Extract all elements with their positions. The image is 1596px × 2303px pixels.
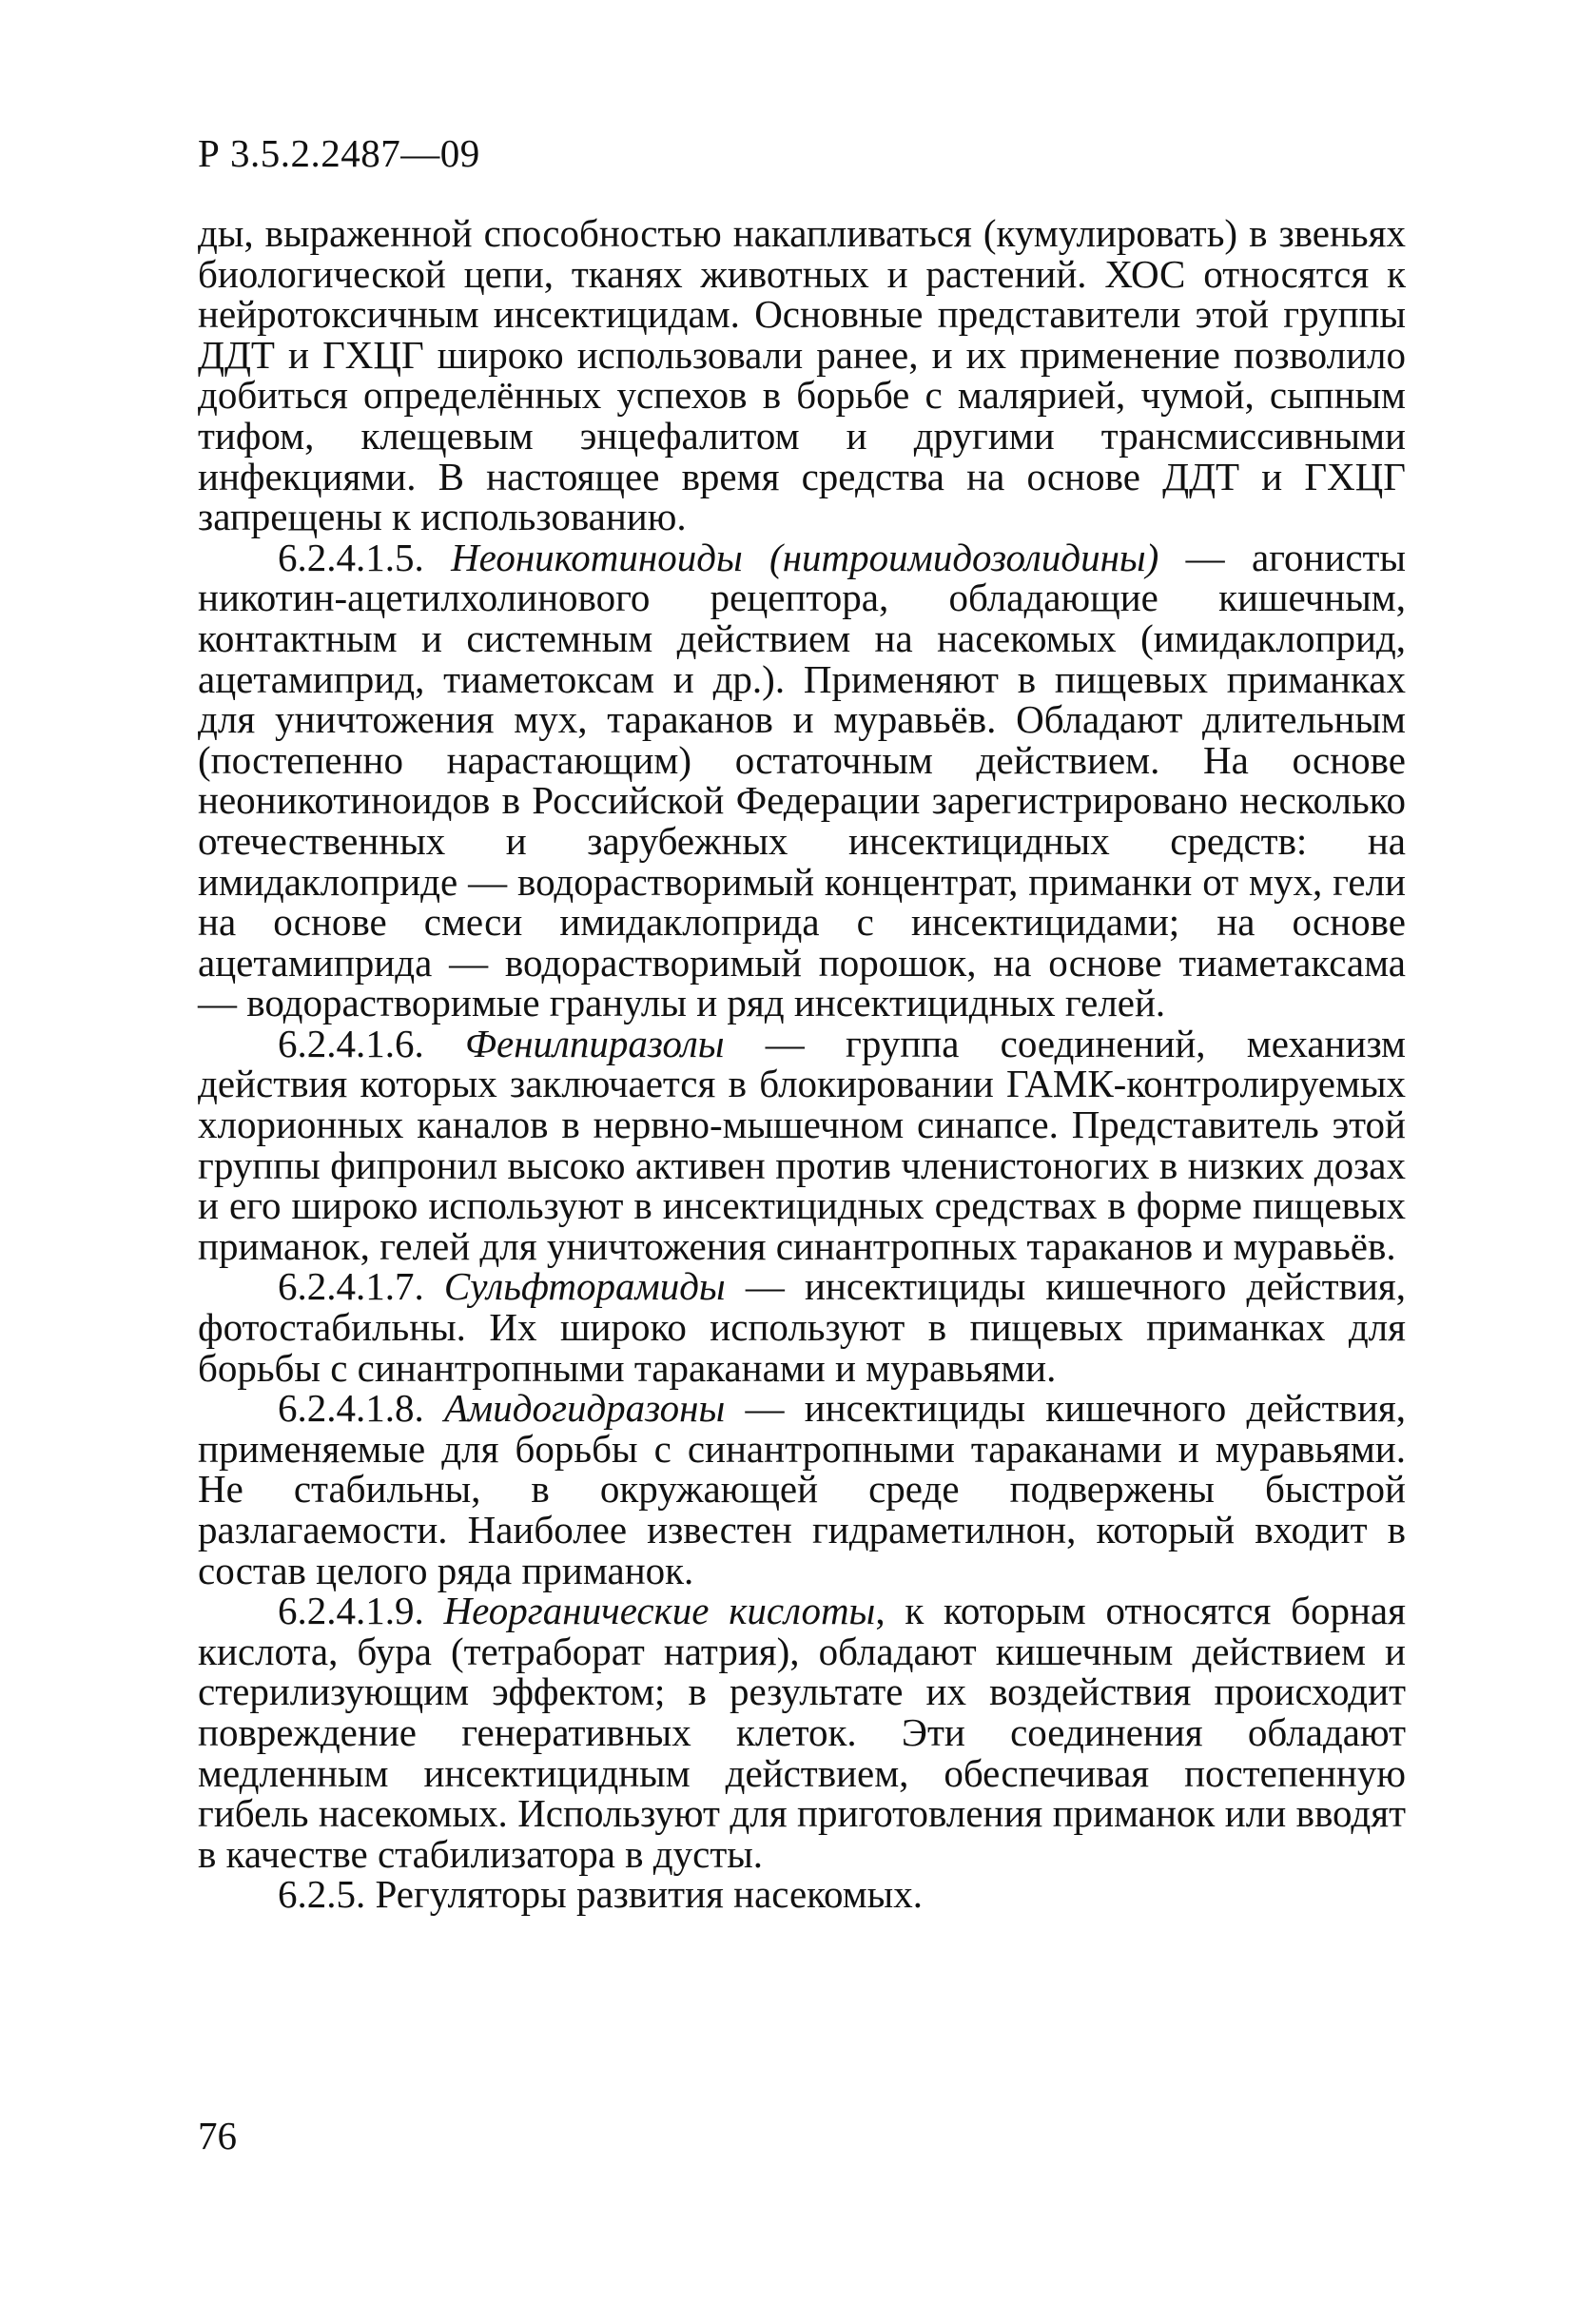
paragraph-number: 6.2.4.1.5.: [278, 535, 424, 579]
paragraph-phenylpyrazoles: [198, 1021, 1407, 1268]
paragraph-number: 6.2.4.1.9.: [278, 1589, 424, 1633]
paragraph-text: , к которым относятся борная кислота, бура (тетраборат натрия), обладают кишечным действием и стерилизующим эффектом; в результате их воздействия происходит повреждение генеративных клеток. Эти соединения обладают медленным инсектицидным действием, обеспечивая постепенную гибель насекомых. Используют для приготовления приманок или вводят в качестве стабилизатора в дусты.: [198, 1589, 1406, 1876]
paragraph-term: Сульфторамиды: [443, 1264, 726, 1309]
paragraph-sulfluramids: [198, 1266, 1406, 1388]
paragraph-text: Регуляторы развития насекомых.: [375, 1872, 923, 1917]
document-code-header: Р 3.5.2.2487—09: [198, 131, 480, 175]
paragraph-neonicotinoids: [198, 537, 1406, 1024]
paragraph-term: Неоникотиноиды (нитроимидозолидины): [451, 535, 1159, 579]
paragraph-number: 6.2.4.1.7.: [278, 1264, 424, 1309]
paragraph-continuation: [198, 213, 1406, 537]
paragraph-number: 6.2.4.1.6.: [278, 1021, 424, 1065]
paragraph-text: ды, выраженной способностью накапливаться (кумулировать) в звеньях биологической цепи, тканях животных и растений. ХОС относятся к нейротоксичным инсектицидам. Основные представители этой группы ДДТ и ГХЦГ широко использовали ранее, и их применение позволило добиться определённых успехов в борьбе с малярией, чумой, сыпным тифом, клещевым энцефалитом и другими трансмиссивными инфекциями. В настоящее время средства на основе ДДТ и ГХЦГ запрещены к использованию.: [198, 211, 1406, 539]
paragraph-text: — инсектициды кишечного действия, фотостабильны. Их широко используют в пищевых приманках для борьбы с синантропными тараканами и муравьями.: [198, 1264, 1407, 1390]
paragraph-term: Амидогидразоны: [444, 1386, 726, 1431]
page-number: 76: [198, 2114, 237, 2157]
paragraph-text: — агонисты никотин-ацетилхолинового рецептора, обладающие кишечным, контактным и системным действием на насекомых (имидаклоприд, ацетамиприд, тиаметоксам и др.). Применяют в пищевых приманках для уничтожения мух, тараканов и муравьёв. Обладают длительным (постепенно нарастающим) остаточным действием. На основе неоникотиноидов в Российской Федерации зарегистрировано несколько отечественных и зарубежных инсектицидных средств: на имидаклоприде — водорастворимый концентрат, приманки от мух, гели на основе смеси имидаклоприда с инсектицидами; на основе ацетамиприда — водорастворимый порошок, на основе тиаметаксама — водорастворимые гранулы и ряд инсектицидных гелей.: [198, 535, 1406, 1025]
body-text: [198, 213, 1406, 1915]
paragraph-term: Неорганические кислоты: [443, 1589, 876, 1633]
paragraph-number: 6.2.4.1.8.: [278, 1386, 424, 1431]
paragraph-inorganic-acids: [198, 1591, 1406, 1874]
paragraph-number: 6.2.5.: [278, 1872, 366, 1917]
paragraph-growth-regulators: [198, 1874, 1406, 1915]
paragraph-amidohydrazones: [198, 1388, 1406, 1591]
paragraph-term: Фенилпиразолы: [465, 1021, 725, 1065]
paragraph-text: — инсектициды кишечного действия, применяемые для борьбы с синантропными тараканами и муравьями. Не стабильны, в окружающей среде подвержены быстрой разлагаемости. Наиболее известен гидраметилнон, который входит в состав целого ряда приманок.: [198, 1386, 1407, 1592]
paragraph-text: — группа соединений, механизм действия которых заключается в блокировании ГАМК-контролируемых хлорионных каналов в нервно-мышечном синапсе. Представитель этой группы фипронил высоко активен против членистоногих в низких дозах и его широко используют в инсектицидных средствах в форме пищевых приманок, гелей для уничтожения синантропных тараканов и муравьёв.: [198, 1021, 1407, 1268]
